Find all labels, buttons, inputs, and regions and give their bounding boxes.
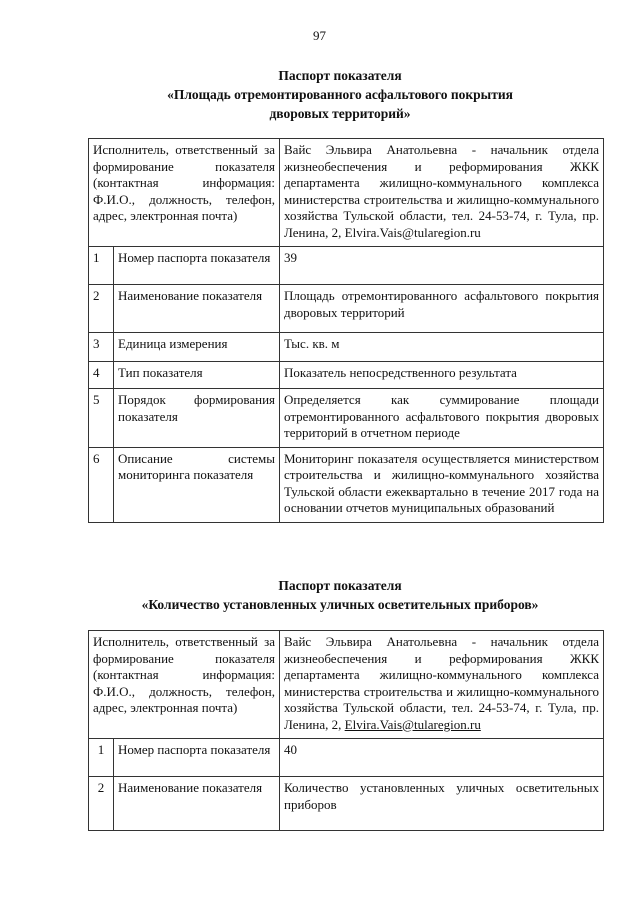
passport1-title-line2: «Площадь отремонтированного асфальтового покрытия [167, 87, 513, 102]
row-label: Наименование показателя [114, 285, 280, 333]
passport1-title-line3: дворовых территорий» [269, 106, 411, 121]
row-label: Номер паспорта показателя [114, 739, 280, 777]
row-value: Количество установленных уличных осветительных приборов [280, 777, 604, 831]
passport2-title-line2: «Количество установленных уличных осветительных приборов» [141, 597, 539, 612]
row-number: 1 [89, 247, 114, 285]
row-label: Тип показателя [114, 362, 280, 389]
row-label: Описание системы мониторинга показателя [114, 447, 280, 522]
table-row [89, 447, 604, 522]
row-label: Наименование показателя [114, 777, 280, 831]
passport2-title-line1: Паспорт показателя [278, 578, 402, 593]
table-row [89, 139, 604, 247]
row-value: 39 [280, 247, 604, 285]
row-number: 6 [89, 447, 114, 522]
row-label: Номер паспорта показателя [114, 247, 280, 285]
row-value: Мониторинг показателя осуществляется министерством строительства и жилищно-коммунального хозяйства Тульской области ежеквартально в течение 2017 года на основании отчетов муниципальных образований [280, 447, 604, 522]
passport1-table [88, 138, 604, 523]
table-row [89, 333, 604, 362]
page-number: 97 [313, 28, 326, 43]
passport1-title [60, 66, 620, 123]
row-number: 2 [89, 777, 114, 831]
row-value: Тыс. кв. м [280, 333, 604, 362]
passport1-title-line1: Паспорт показателя [278, 68, 402, 83]
table-row [89, 389, 604, 448]
executor-label: Исполнитель, ответственный за формирование показателя (контактная информация: Ф.И.О., должность, телефон, адрес, электронная почта) [89, 139, 280, 247]
executor-value [280, 631, 604, 739]
row-value: Площадь отремонтированного асфальтового покрытия дворовых территорий [280, 285, 604, 333]
table-row [89, 247, 604, 285]
row-number: 5 [89, 389, 114, 448]
row-number: 2 [89, 285, 114, 333]
executor-value-text: Вайс Эльвира Анатольевна - начальник отдела жизнеобеспечения и реформирования ЖКК департамента жилищно-коммунального комплекса министерства строительства и жилищно-коммунального хозяйства Тульской области, тел. 24-53-74, г. Тула, пр. Ленина, 2, [284, 634, 600, 732]
table-row [89, 285, 604, 333]
row-label: Порядок формирования показателя [114, 389, 280, 448]
table-row [89, 777, 604, 831]
row-value: Показатель непосредственного результата [280, 362, 604, 389]
row-value: Определяется как суммирование площади отремонтированного асфальтового покрытия дворовых территорий в отчетном периоде [280, 389, 604, 448]
row-number: 4 [89, 362, 114, 389]
table-row [89, 631, 604, 739]
executor-email-link[interactable]: Elvira.Vais@tularegion.ru [344, 716, 481, 732]
executor-value: Вайс Эльвира Анатольевна - начальник отдела жизнеобеспечения и реформирования ЖКК департамента жилищно-коммунального комплекса министерства строительства и жилищно-коммунального хозяйства Тульской области, тел. 24-53-74, г. Тула, пр. Ленина, 2, Elvira.Vais@tularegion.ru [280, 139, 604, 247]
passport2-title [60, 576, 620, 614]
executor-label: Исполнитель, ответственный за формирование показателя (контактная информация: Ф.И.О., должность, телефон, адрес, электронная почта) [89, 631, 280, 739]
row-label: Единица измерения [114, 333, 280, 362]
row-number: 1 [89, 739, 114, 777]
row-number: 3 [89, 333, 114, 362]
table-row [89, 739, 604, 777]
table-row [89, 362, 604, 389]
passport2-table [88, 630, 604, 831]
row-value: 40 [280, 739, 604, 777]
